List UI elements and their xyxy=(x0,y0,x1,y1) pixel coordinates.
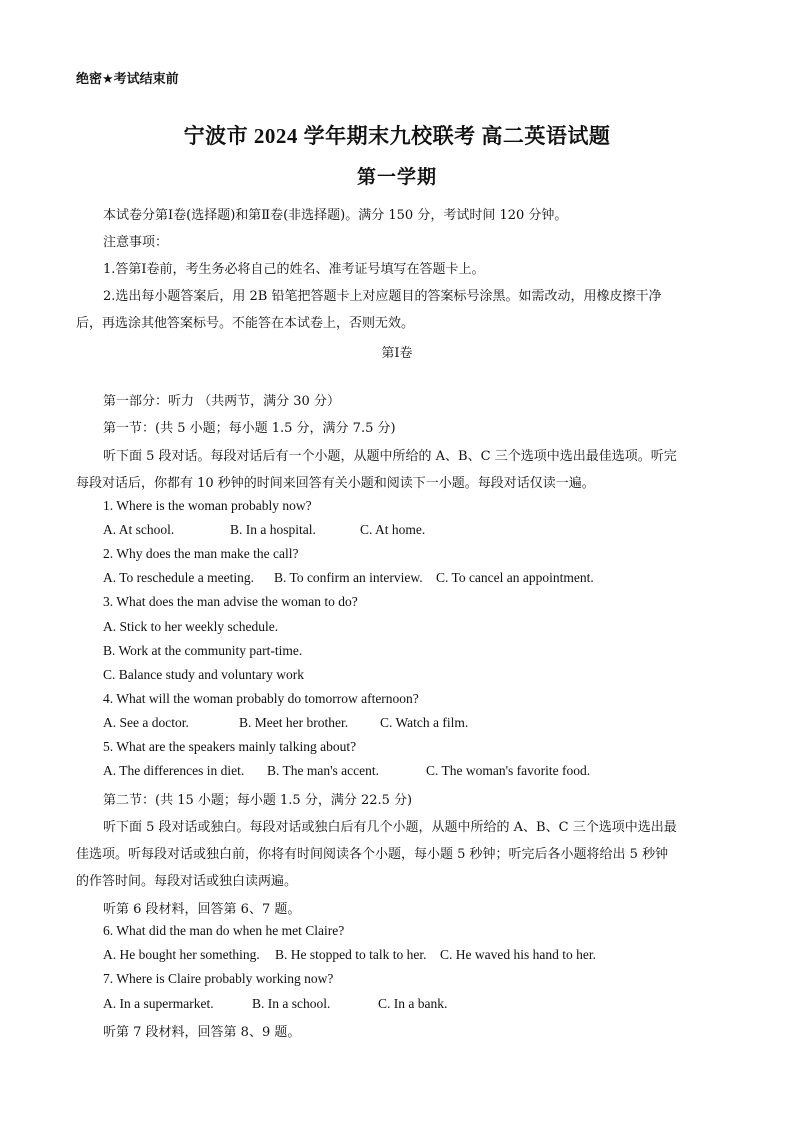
q2-option-b: B. To confirm an interview. xyxy=(274,570,423,585)
part1-heading: 第一部分：听力 （共两节，满分 30 分） xyxy=(103,394,340,409)
q5-option-c: C. The woman's favorite food. xyxy=(426,763,591,778)
question-6: 6. What did the man do when he met Claire? xyxy=(103,923,345,938)
q3-option-b: B. Work at the community part-time. xyxy=(103,643,303,658)
section2-instruction-line-1: 听下面 5 段对话或独白。每段对话或独白后有几个小题，从题中所给的 A、B、C 三个选项中选出最 xyxy=(103,820,677,835)
section1-heading: 第一节：(共 5 小题；每小题 1.5 分，满分 7.5 分) xyxy=(103,421,396,436)
q4-option-a: A. See a doctor. xyxy=(103,715,189,730)
q6-option-c: C. He waved his hand to her. xyxy=(440,947,596,962)
question-7: 7. Where is Claire probably working now? xyxy=(103,971,334,986)
q7-option-a: A. In a supermarket. xyxy=(103,996,214,1011)
note-2-line-1: 2.选出每小题答案后，用 2B 铅笔把答题卡上对应题目的答案标号涂黑。如需改动，用橡皮擦干净 xyxy=(103,289,662,304)
q1-option-c: C. At home. xyxy=(360,522,426,537)
section2-heading: 第二节：(共 15 小题；每小题 1.5 分，满分 22.5 分) xyxy=(103,793,413,808)
q4-option-c: C. Watch a film. xyxy=(380,715,469,730)
section2-instruction-line-2: 佳选项。听每段对话或独白前，你将有时间阅读各个小题，每小题 5 秒钟；听完后各小题将给出 5 秒钟 xyxy=(76,847,669,862)
exam-subtitle: 第一学期 xyxy=(356,167,437,188)
question-1: 1. Where is the woman probably now? xyxy=(103,498,312,513)
q3-option-c: C. Balance study and voluntary work xyxy=(103,667,304,682)
q7-option-b: B. In a school. xyxy=(252,996,331,1011)
q5-option-b: B. The man's accent. xyxy=(267,763,380,778)
q4-option-b: B. Meet her brother. xyxy=(239,715,349,730)
material-7-instruction: 听第 7 段材料，回答第 8、9 题。 xyxy=(103,1025,301,1040)
confidential-mark: 绝密★考试结束前 xyxy=(76,72,179,87)
exam-title: 宁波市 2024 学年期末九校联考 高二英语试题 xyxy=(183,124,611,148)
question-4: 4. What will the woman probably do tomorrow afternoon? xyxy=(103,691,419,706)
material-6-instruction: 听第 6 段材料，回答第 6、7 题。 xyxy=(103,902,301,917)
intro-line: 本试卷分第Ⅰ卷(选择题)和第Ⅱ卷(非选择题)。满分 150 分，考试时间 120 分钟。 xyxy=(103,208,568,223)
note-2-line-2: 后，再选涂其他答案标号。不能答在本试卷上，否则无效。 xyxy=(76,316,415,331)
section2-instruction-line-3: 的作答时间。每段对话或独白读两遍。 xyxy=(76,874,298,889)
q6-option-a: A. He bought her something. xyxy=(103,947,260,962)
question-2: 2. Why does the man make the call? xyxy=(103,546,299,561)
volume-label: 第Ⅰ卷 xyxy=(381,346,413,361)
q5-option-a: A. The differences in diet. xyxy=(103,763,245,778)
note-1: 1.答第Ⅰ卷前，考生务必将自己的姓名、准考证号填写在答题卡上。 xyxy=(103,262,485,277)
question-3: 3. What does the man advise the woman to do? xyxy=(103,594,358,609)
q1-option-a: A. At school. xyxy=(103,522,175,537)
q2-option-a: A. To reschedule a meeting. xyxy=(103,570,255,585)
q7-option-c: C. In a bank. xyxy=(378,996,448,1011)
q6-option-b: B. He stopped to talk to her. xyxy=(275,947,427,962)
q1-option-b: B. In a hospital. xyxy=(230,522,316,537)
question-5: 5. What are the speakers mainly talking about? xyxy=(103,739,357,754)
notice-heading: 注意事项： xyxy=(103,235,169,250)
q3-option-a: A. Stick to her weekly schedule. xyxy=(103,619,279,634)
section1-instruction-line-2: 每段对话后，你都有 10 秒钟的时间来回答有关小题和阅读下一小题。每段对话仅读一遍。 xyxy=(76,476,595,491)
q2-option-c: C. To cancel an appointment. xyxy=(436,570,594,585)
section1-instruction-line-1: 听下面 5 段对话。每段对话后有一个小题，从题中所给的 A、B、C 三个选项中选出最佳选项。听完 xyxy=(103,449,677,464)
